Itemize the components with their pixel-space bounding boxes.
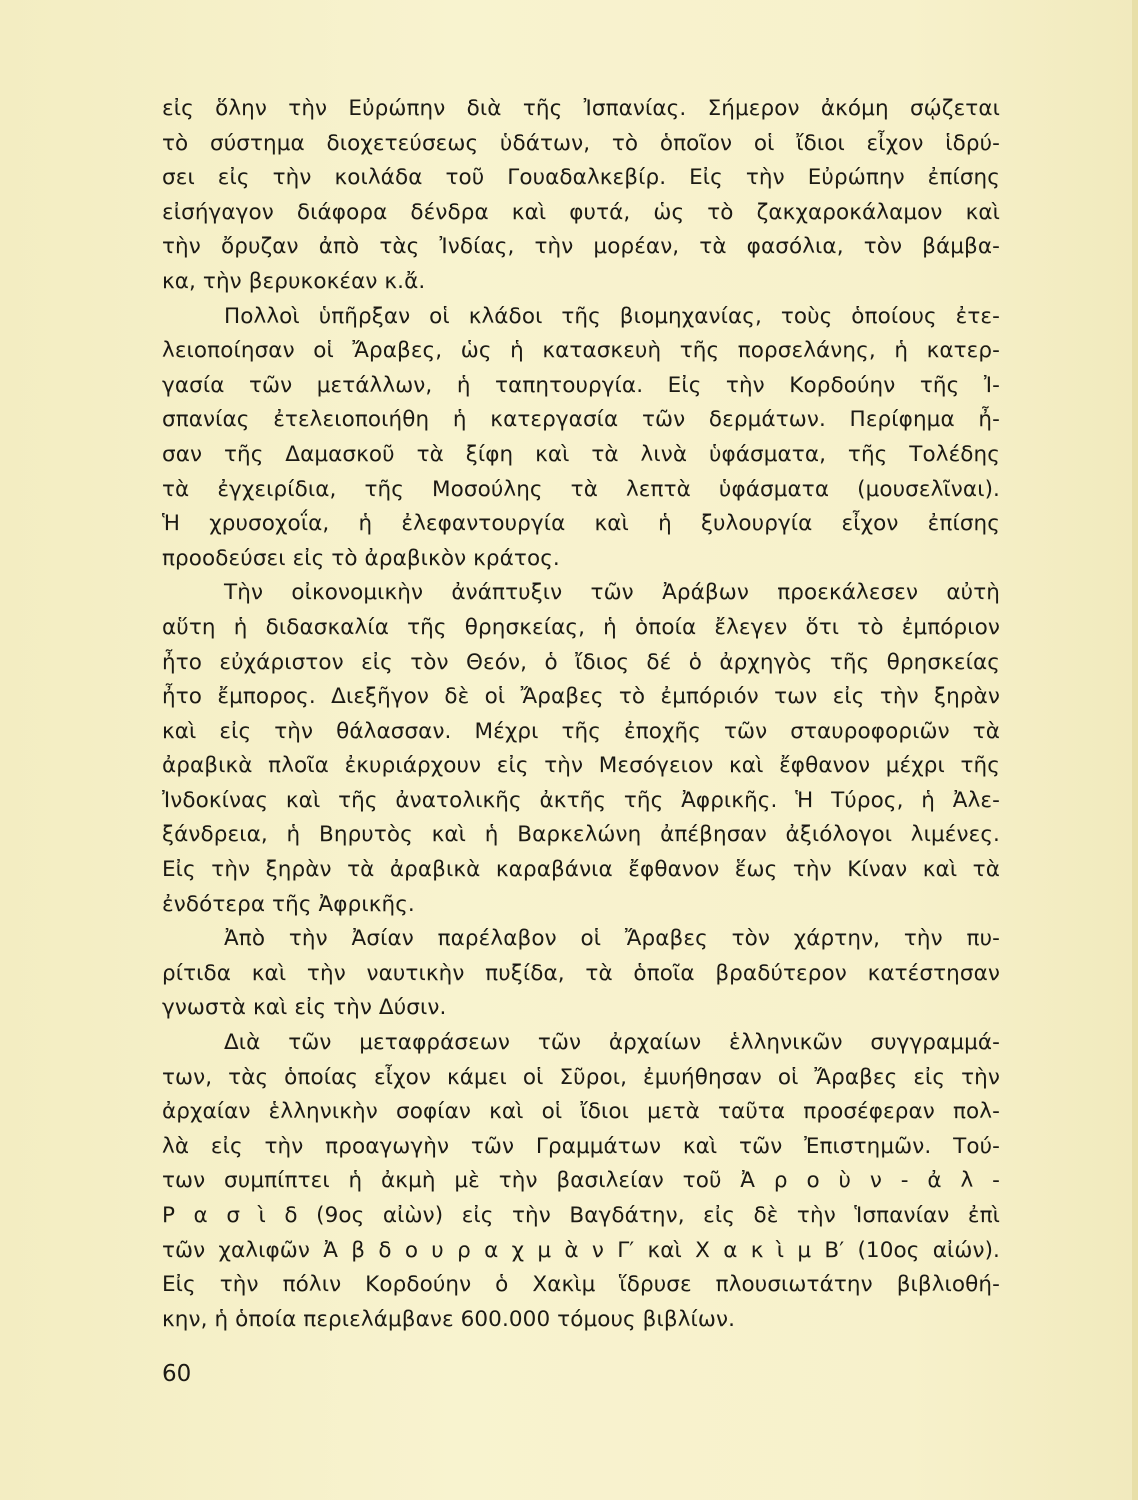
page-edge <box>1132 0 1138 1500</box>
text-line: τὴν ὄρυζαν ἀπὸ τὰς Ἰνδίας, τὴν μορέαν, τὰ φασόλια, τὸν βάμβα- <box>162 234 1000 260</box>
text-line: αὕτη ἡ διδασκαλία τῆς θρησκείας, ἡ ὁποία ἔλεγεν ὅτι τὸ ἐμπόριον <box>162 614 1000 640</box>
text-line: εἰσήγαγον διάφορα δένδρα καὶ φυτά, ὡς τὸ ζακχαροκάλαμον καὶ <box>162 199 1000 225</box>
text-line: ἦτο εὐχάριστον εἰς τὸν Θεόν, ὁ ἴδιος δέ ὁ ἀρχηγὸς τῆς θρησκείας <box>162 649 1000 675</box>
text-line: τῶν χαλιφῶν Ἀ β δ ο υ ρ α χ μ ὰ ν Γ′ καὶ Χ α κ ὶ μ Β′ (10ος αἰών). <box>162 1237 1000 1263</box>
text-line: ἦτο ἔμπορος. Διεξῆγον δὲ οἱ Ἄραβες τὸ ἐμπόριόν των εἰς τὴν ξηρὰν <box>162 684 1000 710</box>
text-line: προοδεύσει εἰς τὸ ἀραβικὸν κράτος. <box>162 545 560 571</box>
text-line: τὰ ἐγχειρίδια, τῆς Μοσούλης τὰ λεπτὰ ὑφάσματα (μουσελῖναι). <box>162 476 1000 502</box>
text-line: καὶ εἰς τὴν θάλασσαν. Μέχρι τῆς ἐποχῆς τῶν σταυροφοριῶν τὰ <box>162 718 1000 744</box>
text-line: κην, ἡ ὁποία περιελάμβανε 600.000 τόμους βιβλίων. <box>162 1306 736 1332</box>
text-line: Πολλοὶ ὑπῆρξαν οἱ κλάδοι τῆς βιομηχανίας, τοὺς ὁποίους ἐτε- <box>224 303 1000 329</box>
text-line: των συμπίπτει ἡ ἀκμὴ μὲ τὴν βασιλείαν τοῦ Ἀ ρ ο ὺ ν - ἀ λ - <box>162 1168 1000 1194</box>
text-line: Εἰς τὴν πόλιν Κορδούην ὁ Χακὶμ ἵδρυσε πλουσιωτάτην βιβλιοθή- <box>162 1272 1000 1298</box>
body-text <box>162 92 1000 1337</box>
text-line: γνωστὰ καὶ εἰς τὴν Δύσιν. <box>162 995 447 1021</box>
text-line: των, τὰς ὁποίας εἶχον κάμει οἱ Σῦροι, ἐμυήθησαν οἱ Ἄραβες εἰς τὴν <box>162 1064 1000 1090</box>
text-line: ἐνδότερα τῆς Ἀφρικῆς. <box>162 891 415 917</box>
text-line: γασία τῶν μετάλλων, ἡ ταπητουργία. Εἰς τὴν Κορδούην τῆς Ἰ- <box>162 372 1000 398</box>
text-line: λειοποίησαν οἱ Ἄραβες, ὡς ἡ κατασκευὴ τῆς πορσελάνης, ἡ κατερ- <box>162 338 1000 364</box>
page-number: 60 <box>162 1361 192 1387</box>
text-line: ξάνδρεια, ἡ Βηρυτὸς καὶ ἡ Βαρκελώνη ἀπέβησαν ἀξιόλογοι λιμένες. <box>162 822 1000 848</box>
text-line: Ἀπὸ τὴν Ἀσίαν παρέλαβον οἱ Ἄραβες τὸν χάρτην, τὴν πυ- <box>224 926 1000 952</box>
text-line: σπανίας ἐτελειοποιήθη ἡ κατεργασία τῶν δερμάτων. Περίφημα ἦ- <box>162 407 1000 433</box>
text-line: Διὰ τῶν μεταφράσεων τῶν ἀρχαίων ἑλληνικῶν συγγραμμά- <box>224 1030 1000 1056</box>
text-line: Εἰς τὴν ξηρὰν τὰ ἀραβικὰ καραβάνια ἔφθανον ἕως τὴν Κίναν καὶ τὰ <box>162 857 1000 883</box>
text-line: κα, τὴν βερυκοκέαν κ.ἄ. <box>162 268 426 294</box>
text-line: σει εἰς τὴν κοιλάδα τοῦ Γουαδαλκεβίρ. Εἰς τὴν Εὐρώπην ἐπίσης <box>162 165 1000 191</box>
text-line: Ρ α σ ὶ δ (9ος αἰὼν) εἰς τὴν Βαγδάτην, εἰς δὲ τὴν Ἱσπανίαν ἐπὶ <box>162 1203 1000 1228</box>
text-line: ρίτιδα καὶ τὴν ναυτικὴν πυξίδα, τὰ ὁποῖα βραδύτερον κατέστησαν <box>162 960 1000 986</box>
text-line: τὸ σύστημα διοχετεύσεως ὑδάτων, τὸ ὁποῖον οἱ ἴδιοι εἶχον ἱδρύ- <box>162 130 1000 156</box>
text-line: εἰς ὅλην τὴν Εὐρώπην διὰ τῆς Ἰσπανίας. Σήμερον ἀκόμη σῴζεται <box>162 96 1000 121</box>
text-line: ἀρχαίαν ἑλληνικὴν σοφίαν καὶ οἱ ἴδιοι μετὰ ταῦτα προσέφεραν πολ- <box>162 1099 1000 1125</box>
text-line: Ἡ χρυσοχοΐα, ἡ ἐλεφαντουργία καὶ ἡ ξυλουργία εἶχον ἐπίσης <box>162 511 1000 537</box>
text-line: Ἰνδοκίνας καὶ τῆς ἀνατολικῆς ἀκτῆς τῆς Ἀφρικῆς. Ἡ Τύρος, ἡ Ἀλε- <box>162 787 1000 813</box>
text-line: ἀραβικὰ πλοῖα ἐκυριάρχουν εἰς τὴν Μεσόγειον καὶ ἔφθανον μέχρι τῆς <box>162 753 1000 779</box>
text-line: Τὴν οἰκονομικὴν ἀνάπτυξιν τῶν Ἀράβων προεκάλεσεν αὐτὴ <box>224 580 1000 606</box>
text-line: λὰ εἰς τὴν προαγωγὴν τῶν Γραμμάτων καὶ τῶν Ἐπιστημῶν. Τού- <box>162 1133 1000 1159</box>
text-line: σαν τῆς Δαμασκοῦ τὰ ξίφη καὶ τὰ λινὰ ὑφάσματα, τῆς Τολέδης <box>162 441 1000 467</box>
